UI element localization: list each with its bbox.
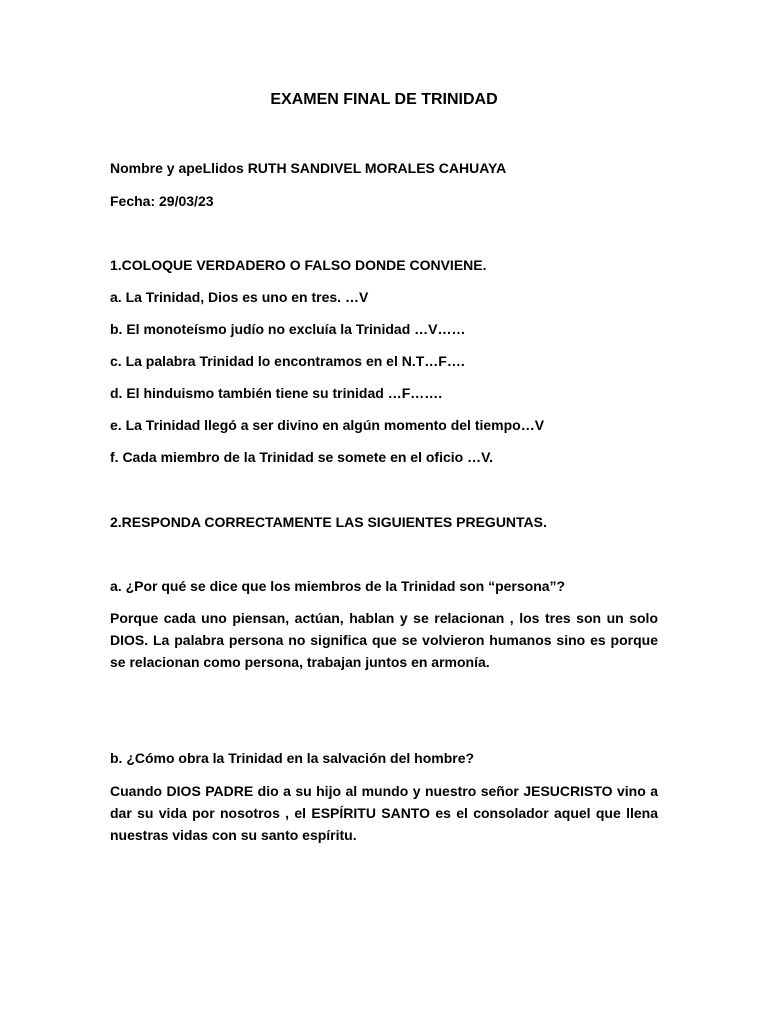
section1-heading: 1.COLOQUE VERDADERO O FALSO DONDE CONVIENE. [110, 257, 487, 273]
section1-item-b: b. El monoteísmo judío no excluía la Trinidad …V…… [110, 321, 466, 337]
date-line: Fecha: 29/03/23 [110, 193, 214, 209]
section1-item-c: c. La palabra Trinidad lo encontramos en el N.T…F…. [110, 353, 465, 369]
question-b: b. ¿Cómo obra la Trinidad en la salvación del hombre? [110, 750, 475, 766]
answer-a: Porque cada uno piensan, actúan, hablan y se relacionan , los tres son un solo DIOS. La palabra persona no significa que se volvieron humanos sino es porque se relacionan como persona, trabajan juntos en armonía. [110, 610, 658, 670]
name-line: Nombre y apeLlidos RUTH SANDIVEL MORALES CAHUAYA [110, 160, 507, 176]
section2-heading: 2.RESPONDA CORRECTAMENTE LAS SIGUIENTES PREGUNTAS. [110, 514, 547, 530]
section1-item-e: e. La Trinidad llegó a ser divino en algún momento del tiempo…V [110, 417, 545, 433]
answer-b: Cuando DIOS PADRE dio a su hijo al mundo y nuestro señor JESUCRISTO vino a dar su vida por nosotros , el ESPÍRITU SANTO es el consolador aquel que llena nuestras vidas con su santo espíritu. [110, 783, 658, 843]
question-a: a. ¿Por qué se dice que los miembros de la Trinidad son “persona”? [110, 578, 566, 594]
section1-item-a: a. La Trinidad, Dios es uno en tres. …V [110, 289, 369, 305]
section1-item-f: f. Cada miembro de la Trinidad se somete en el oficio …V. [110, 449, 494, 465]
section1-item-d: d. El hinduismo también tiene su trinidad …F……. [110, 385, 443, 401]
document-title: EXAMEN FINAL DE TRINIDAD [270, 91, 498, 108]
